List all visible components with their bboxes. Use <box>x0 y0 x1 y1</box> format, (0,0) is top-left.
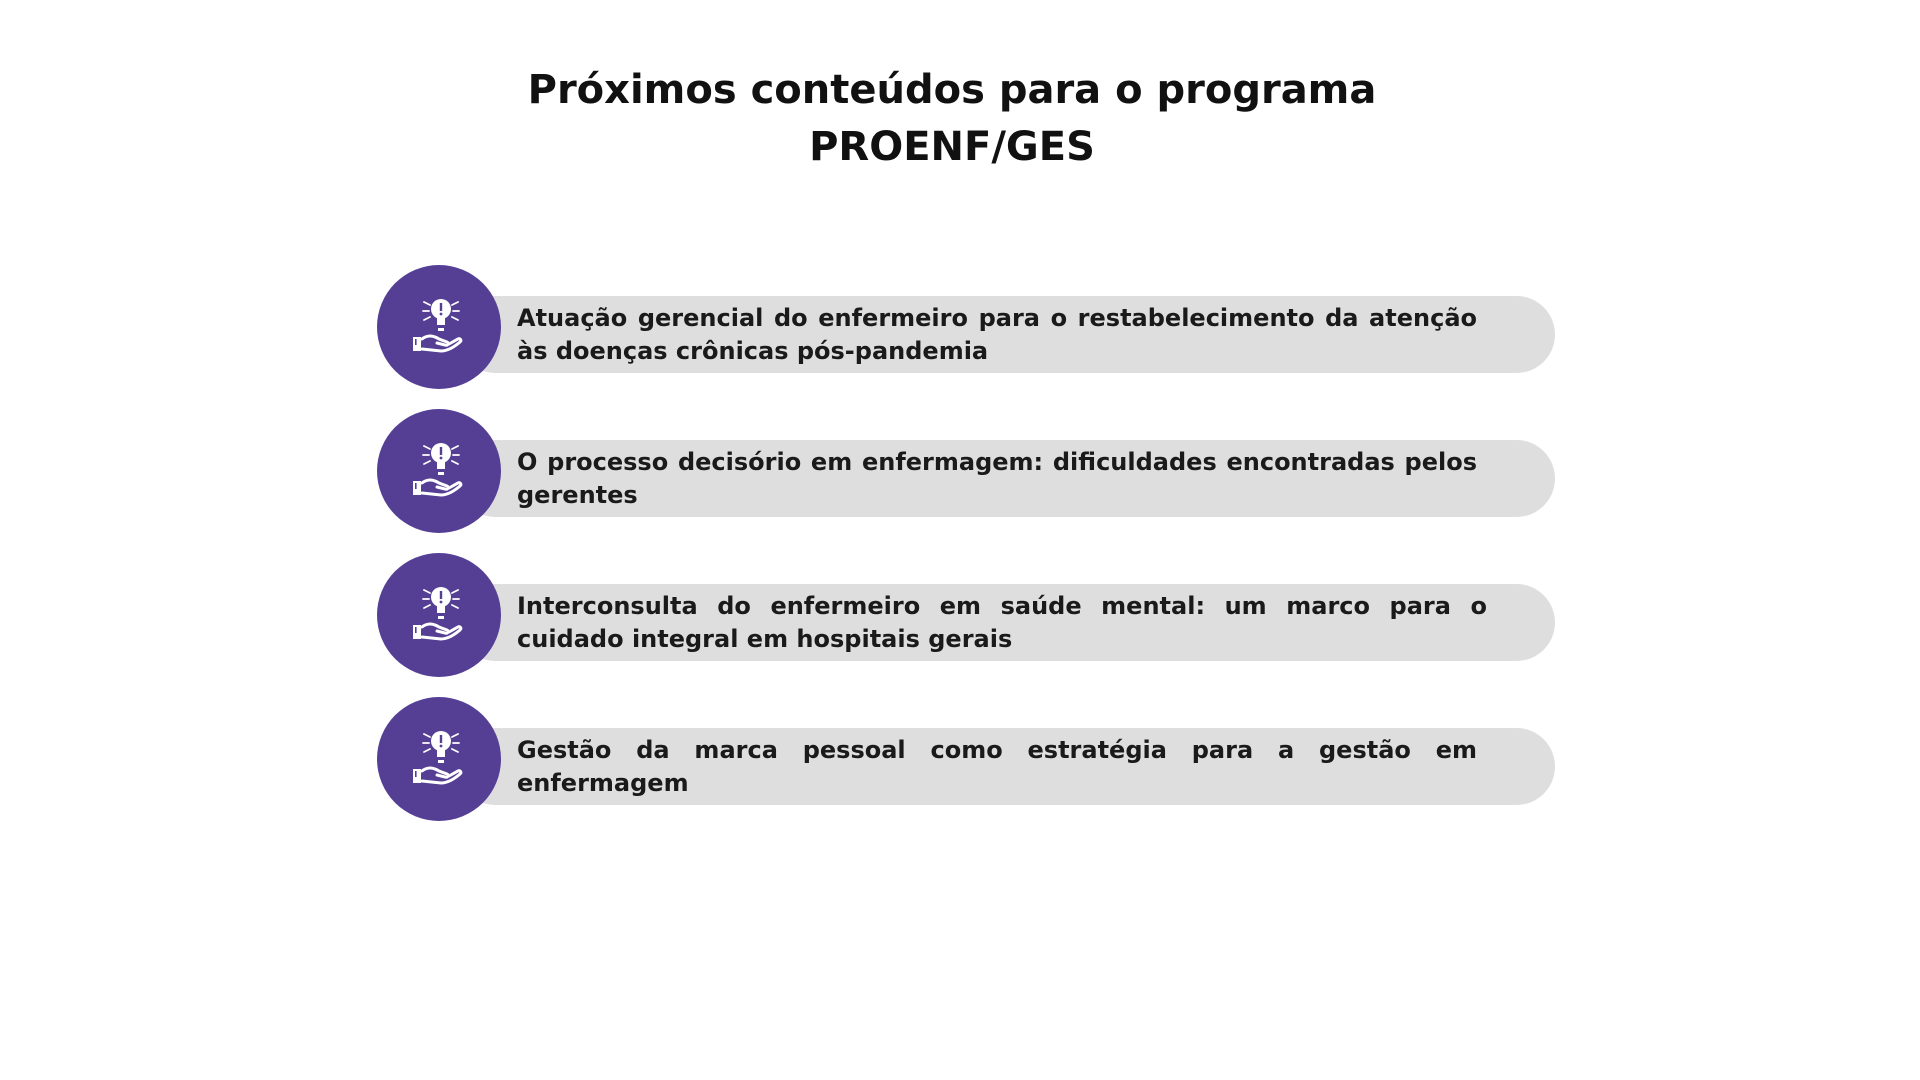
content-item-1 <box>377 265 1555 389</box>
slide-title-line-1: Próximos conteúdos para o programa <box>527 67 1377 113</box>
content-item-3 <box>377 553 1555 677</box>
hand-lightbulb-icon <box>377 697 501 821</box>
slide-title-line-2: PROENF/GES <box>809 124 1095 170</box>
content-item-text: Interconsulta do enfermeiro em saúde mental: um marco para o cuidado integral em hospitais gerais <box>517 591 1487 653</box>
content-item-4 <box>377 697 1555 821</box>
content-item-text: Gestão da marca pessoal como estratégia para a gestão em enfermagem <box>517 735 1477 797</box>
hand-lightbulb-icon <box>377 409 501 533</box>
content-item-text: O processo decisório em enfermagem: dificuldades encontradas pelos gerentes <box>517 447 1477 509</box>
content-item-text: Atuação gerencial do enfermeiro para o restabelecimento da atenção às doenças crônicas pós-pandemia <box>517 303 1477 365</box>
hand-lightbulb-icon <box>377 265 501 389</box>
slide-title <box>0 62 1904 176</box>
hand-lightbulb-icon <box>377 553 501 677</box>
content-item-2 <box>377 409 1555 533</box>
